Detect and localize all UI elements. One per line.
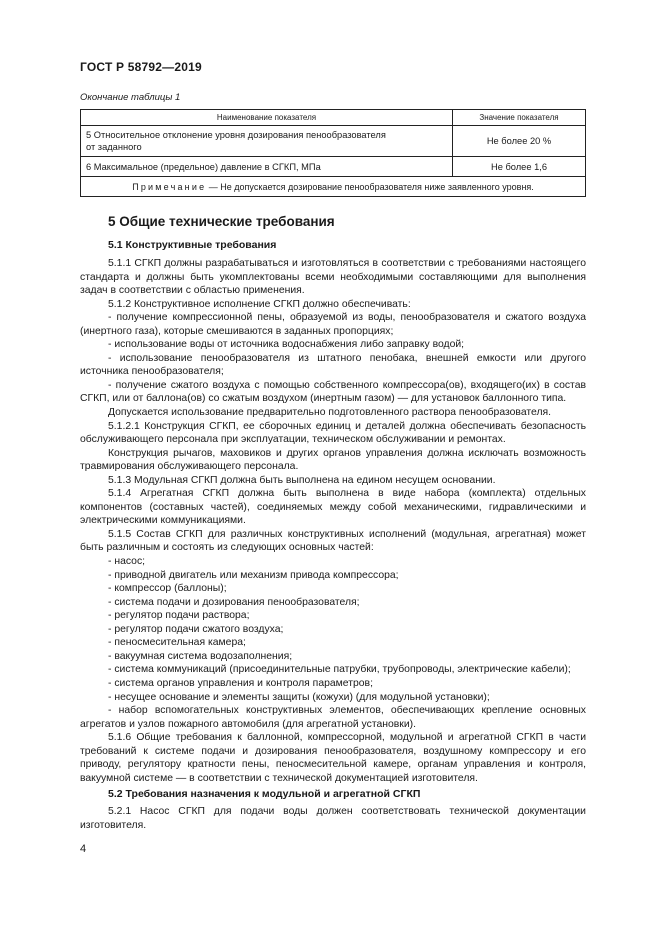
list-item: - система подачи и дозирования пенообразователя; bbox=[108, 596, 360, 608]
list-item: - использование воды от источника водоснабжения либо заправку водой; bbox=[108, 339, 465, 351]
subsection-title: 5.1 Конструктивные требования bbox=[108, 239, 277, 251]
column-header-name: Наименование показателя bbox=[81, 110, 453, 126]
section-title: 5 Общие технические требования bbox=[108, 214, 335, 229]
paragraph: 5.1.5 Состав СГКП для различных конструктивных исполнений (модульная, агрегатная) может быть различным и состоять из следующих основных частей: bbox=[80, 528, 586, 554]
list-item: - компрессор (баллоны); bbox=[108, 583, 227, 595]
note-text: — Не допускается дозирование пенообразователя ниже заявленного уровня. bbox=[206, 181, 534, 192]
paragraph: 5.1.2.1 Конструкция СГКП, ее сборочных единиц и деталей должна обеспечивать безопасность обслуживающего персонала при эксплуатации, техническом обслуживании и ремонтах. bbox=[80, 420, 586, 446]
spec-table bbox=[80, 109, 586, 197]
list-item: - система коммуникаций (присоединительные патрубки, трубопроводы, электрические кабели); bbox=[108, 664, 571, 676]
list-item: - набор вспомогательных конструктивных элементов, обеспечивающих крепление основных агрегатов и узлов пожарного автомобиля (для агрегатной установки). bbox=[80, 705, 586, 730]
list-item: - использование пенообразователя из штатного пенобака, внешней емкости или другого источника пенообразователя; bbox=[80, 352, 586, 378]
note-label: Примечание bbox=[132, 181, 207, 192]
paragraph: Допускается использование предварительно подготовленного раствора пенообразователя. bbox=[108, 407, 552, 419]
subsection-body bbox=[80, 805, 586, 832]
cell-text-line: от заданного bbox=[86, 142, 142, 152]
list-item: - система органов управления и контроля параметров; bbox=[108, 677, 373, 689]
list-item: - несущее основание и элементы защиты (кожухи) (для модульной установки); bbox=[108, 691, 490, 703]
column-header-value: Значение показателя bbox=[453, 110, 586, 126]
list-item: - регулятор подачи раствора; bbox=[108, 610, 250, 622]
cell-text-line: 5 Относительное отклонение уровня дозирования пенообразователя bbox=[86, 130, 386, 140]
table-note bbox=[81, 177, 586, 197]
paragraph: 5.1.1 СГКП должны разрабатываться и изготовляться в соответствии с требованиями настоящего стандарта и должны быть укомплектованы всеми необходимыми составляющими для выполнения задач в соответствии с областью применения. bbox=[80, 258, 586, 297]
section-body bbox=[80, 257, 586, 785]
table-header-row bbox=[81, 110, 586, 126]
table-row bbox=[81, 126, 586, 157]
subsection-title: 5.2 Требования назначения к модульной и агрегатной СГКП bbox=[108, 788, 421, 800]
table-cell-value: Не более 1,6 bbox=[453, 157, 586, 177]
table-cell-name: 6 Максимальное (предельное) давление в СГКП, МПа bbox=[81, 157, 453, 177]
list-item: - приводной двигатель или механизм привода компрессора; bbox=[108, 569, 399, 581]
table-note-row bbox=[81, 177, 586, 197]
paragraph: 5.1.2 Конструктивное исполнение СГКП должно обеспечивать: bbox=[108, 298, 411, 310]
table-cell-name bbox=[81, 126, 453, 157]
paragraph: 5.1.3 Модульная СГКП должна быть выполнена на едином несущем основании. bbox=[108, 474, 496, 486]
list-item: - пеносмесительная камера; bbox=[108, 637, 246, 649]
page-number: 4 bbox=[80, 843, 87, 855]
list-item: - регулятор подачи сжатого воздуха; bbox=[108, 623, 284, 635]
list-item: - получение компрессионной пены, образуемой из воды, пенообразователя и сжатого воздуха (инертного газа), которые смешиваются в заданных пропорциях; bbox=[80, 312, 586, 337]
paragraph: 5.1.6 Общие требования к баллонной, компрессорной, модульной и агрегатной СГКП в части требований к системе подачи и дозирования пенообразователя, воздушному компрессору и его приводу, регулятору кратности пены, пеносмесительной камере, органам управления и контроля, вакуумной системе — в соответствии с технической документацией изготовителя. bbox=[80, 732, 586, 784]
document-code: ГОСТ Р 58792—2019 bbox=[80, 60, 202, 74]
list-item: - насос; bbox=[108, 556, 146, 568]
paragraph: 5.2.1 Насос СГКП для подачи воды должен соответствовать технической документации изготовителя. bbox=[80, 806, 586, 831]
table-caption: Окончание таблицы 1 bbox=[80, 92, 181, 103]
table-row bbox=[81, 157, 586, 177]
list-item: - вакуумная система водозаполнения; bbox=[108, 650, 293, 662]
paragraph: 5.1.4 Агрегатная СГКП должна быть выполнена в виде набора (комплекта) отдельных компонентов (составных частей), соединяемых между собой механическими, гидравлическими и электрическими коммуникациями. bbox=[80, 488, 586, 527]
paragraph: Конструкция рычагов, маховиков и других органов управления должна исключать возможность травмирования обслуживающего персонала. bbox=[80, 447, 586, 473]
list-item: - получение сжатого воздуха с помощью собственного компрессора(ов), входящего(их) в состав СГКП, или от баллона(ов) со сжатым воздухом (инертным газом) — для установок баллонного типа. bbox=[80, 379, 586, 405]
table-cell-value: Не более 20 % bbox=[453, 126, 586, 157]
